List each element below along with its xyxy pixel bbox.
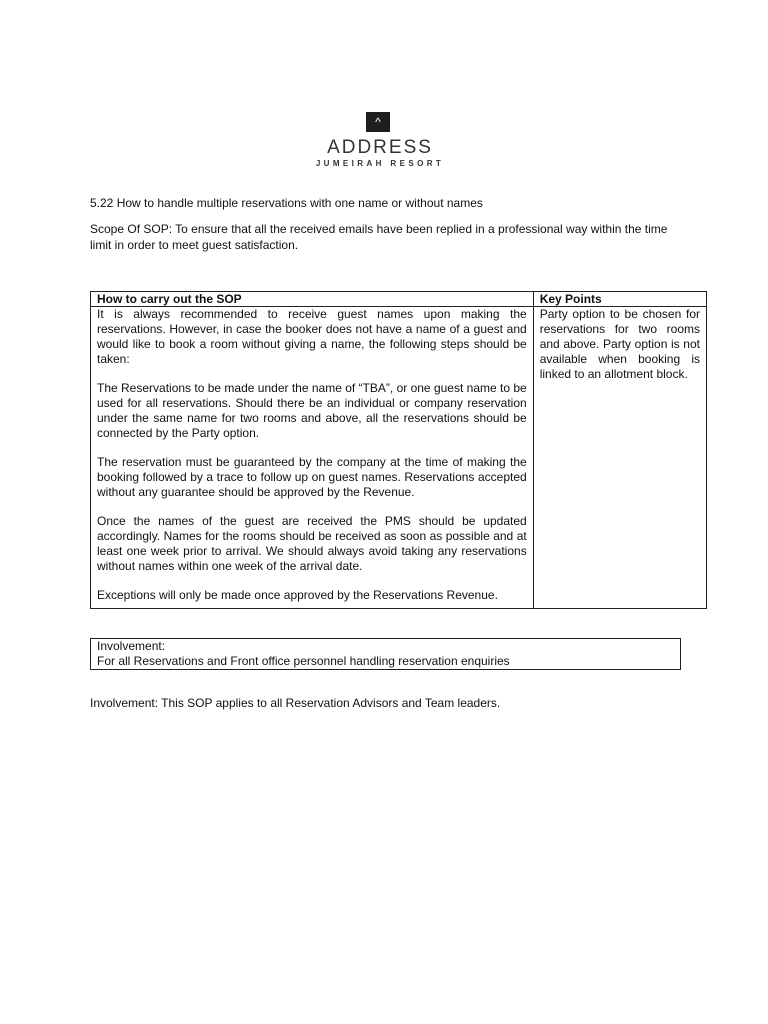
sop-step-paragraph: Once the names of the guest are received the PMS should be updated accordingly. Names for the rooms should be received as soon as possible and at least one week prior to arrival. We should always avoid taking any reservations without names within one week of the arrival date. xyxy=(97,514,527,573)
scope-paragraph: Scope Of SOP: To ensure that all the received emails have been replied in a professional way within the time limit in order to meet guest satisfaction. xyxy=(90,222,668,252)
key-point-paragraph: Party option to be chosen for reservations for two rooms and above. Party option is not available when booking is linked to an allotment block. xyxy=(539,307,700,381)
involvement-text: For all Reservations and Front office personnel handling reservation enquiries xyxy=(97,654,510,668)
company-logo xyxy=(290,100,470,184)
header-key-points: Key Points xyxy=(533,292,706,307)
sop-table xyxy=(90,291,707,609)
sop-step-paragraph: It is always recommended to receive guest names upon making the reservations. However, in case the booker does not have a name of a guest and would like to book a room without giving a name, the following steps should be taken: xyxy=(97,307,527,366)
logo-subtitle: JUMEIRAH RESORT xyxy=(315,159,445,168)
sop-table-header-row xyxy=(91,292,707,307)
involvement-box xyxy=(90,638,681,670)
sop-step-paragraph: Exceptions will only be made once approved by the Reservations Revenue. xyxy=(97,588,498,602)
involvement-footer: Involvement: This SOP applies to all Reservation Advisors and Team leaders. xyxy=(90,696,501,710)
logo-mark-icon: ^ xyxy=(366,112,390,132)
section-heading: 5.22 How to handle multiple reservations with one name or without names xyxy=(90,196,483,210)
sop-step-paragraph: The reservation must be guaranteed by the company at the time of making the booking followed by a trace to follow up on guest names. Reservations accepted without any guarantee should be approved by the Revenue. xyxy=(97,455,527,499)
header-how-to: How to carry out the SOP xyxy=(91,292,534,307)
logo-name: ADDRESS xyxy=(327,137,433,158)
sop-table-row xyxy=(91,307,707,609)
key-points-cell xyxy=(533,307,706,609)
sop-steps-cell xyxy=(91,307,534,609)
involvement-label: Involvement: xyxy=(97,639,166,653)
sop-step-paragraph: The Reservations to be made under the name of “TBA”, or one guest name to be used for all reservations. Should there be an individual or company reservation under the same name for two rooms and above, all the reservations should be connected by the Party option. xyxy=(97,381,527,440)
